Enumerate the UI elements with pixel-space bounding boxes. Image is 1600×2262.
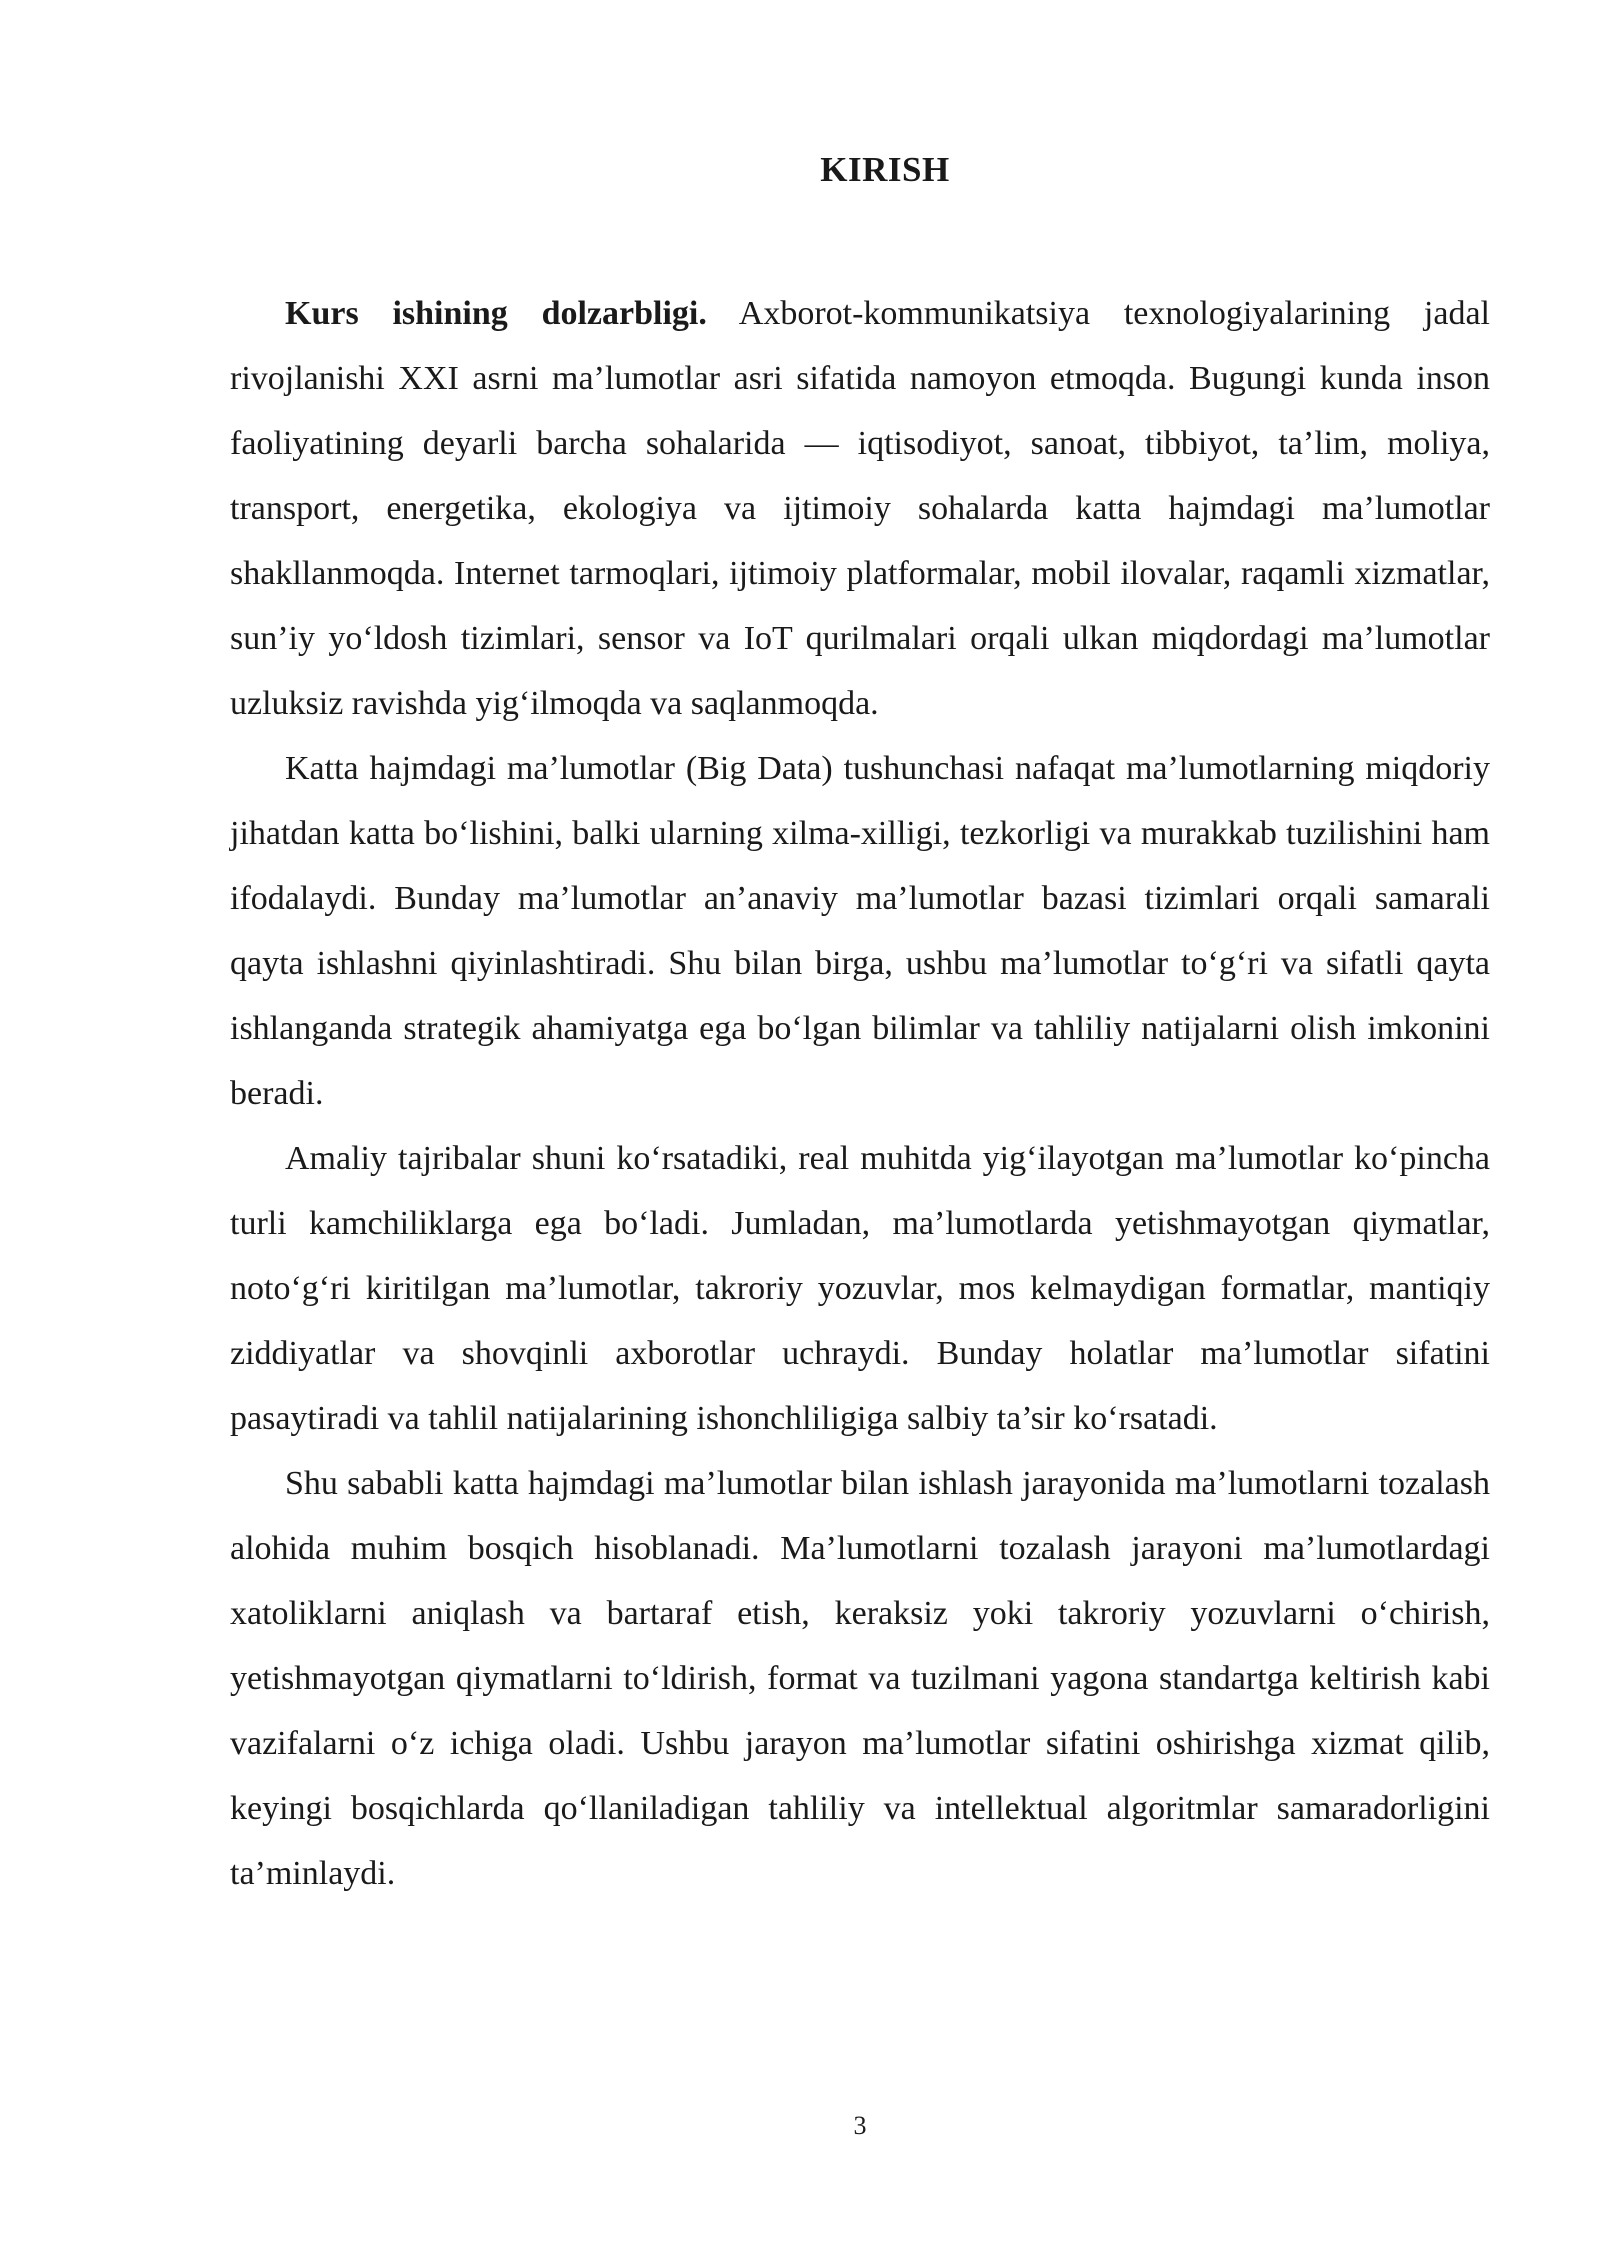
paragraph-data-cleaning: Shu sababli katta hajmdagi ma’lumotlar bilan ishlash jarayonida ma’lumotlarni tozalash alohida muhim bosqich hisoblanadi. Ma’lumotlarni tozalash jarayoni ma’lumotlardagi xatoliklarni aniqlash va bartaraf etish, keraksiz yoki takroriy yozuvlarni o‘chirish, yetishmayotgan qiymatlarni to‘ldirish, format va tuzilmani yagona standartga keltirish kabi vazifalarni o‘z ichiga oladi. Ushbu jarayon ma’lumotlar sifatini oshirishga xizmat qilib, keyingi bosqichlarda qo‘llaniladigan tahliliy va intellektual algoritmlar samaradorligini ta’minlaydi. xyxy=(230,1465,1490,1892)
body-text xyxy=(230,281,1490,1906)
paragraph-relevance xyxy=(230,281,1490,736)
paragraph-big-data: Katta hajmdagi ma’lumotlar (Big Data) tushunchasi nafaqat ma’lumotlarning miqdoriy jihatdan katta bo‘lishini, balki ularning xilma-xilligi, tezkorligi va murakkab tuzilishini ham ifodalaydi. Bunday ma’lumotlar an’anaviy ma’lumotlar bazasi tizimlari orqali samarali qayta ishlashni qiyinlashtiradi. Shu bilan birga, ushbu ma’lumotlar to‘g‘ri va sifatli qayta ishlanganda strategik ahamiyatga ega bo‘lgan bilimlar va tahliliy natijalarni olish imkonini beradi. xyxy=(230,750,1490,1112)
paragraph-text: Axborot-kommunikatsiya texnologiyalarining jadal rivojlanishi XXI asrni ma’lumotlar asri sifatida namoyon etmoqda. Bugungi kunda inson faoliyatining deyarli barcha sohalarida — iqtisodiyot, sanoat, tibbiyot, ta’lim, moliya, transport, energetika, ekologiya va ijtimoiy sohalarda katta hajmdagi ma’lumotlar shakllanmoqda. Internet tarmoqlari, ijtimoiy platformalar, mobil ilovalar, raqamli xizmatlar, sun’iy yo‘ldosh tizimlari, sensor va IoT qurilmalari orqali ulkan miqdordagi ma’lumotlar uzluksiz ravishda yig‘ilmoqda va saqlanmoqda. xyxy=(230,295,1491,722)
paragraph-data-issues: Amaliy tajribalar shuni ko‘rsatadiki, real muhitda yig‘ilayotgan ma’lumotlar ko‘pincha turli kamchiliklarga ega bo‘ladi. Jumladan, ma’lumotlarda yetishmayotgan qiymatlar, noto‘g‘ri kiritilgan ma’lumotlar, takroriy yozuvlar, mos kelmaydigan formatlar, mantiqiy ziddiyatlar va shovqinli axborotlar uchraydi. Bunday holatlar ma’lumotlar sifatini pasaytiradi va tahlil natijalarining ishonchliligiga salbiy ta’sir ko‘rsatadi. xyxy=(230,1140,1490,1437)
page-number: 3 xyxy=(853,2111,867,2140)
section-title: KIRISH xyxy=(820,150,950,189)
paragraph-lead: Kurs ishining dolzarbligi. xyxy=(285,295,707,332)
